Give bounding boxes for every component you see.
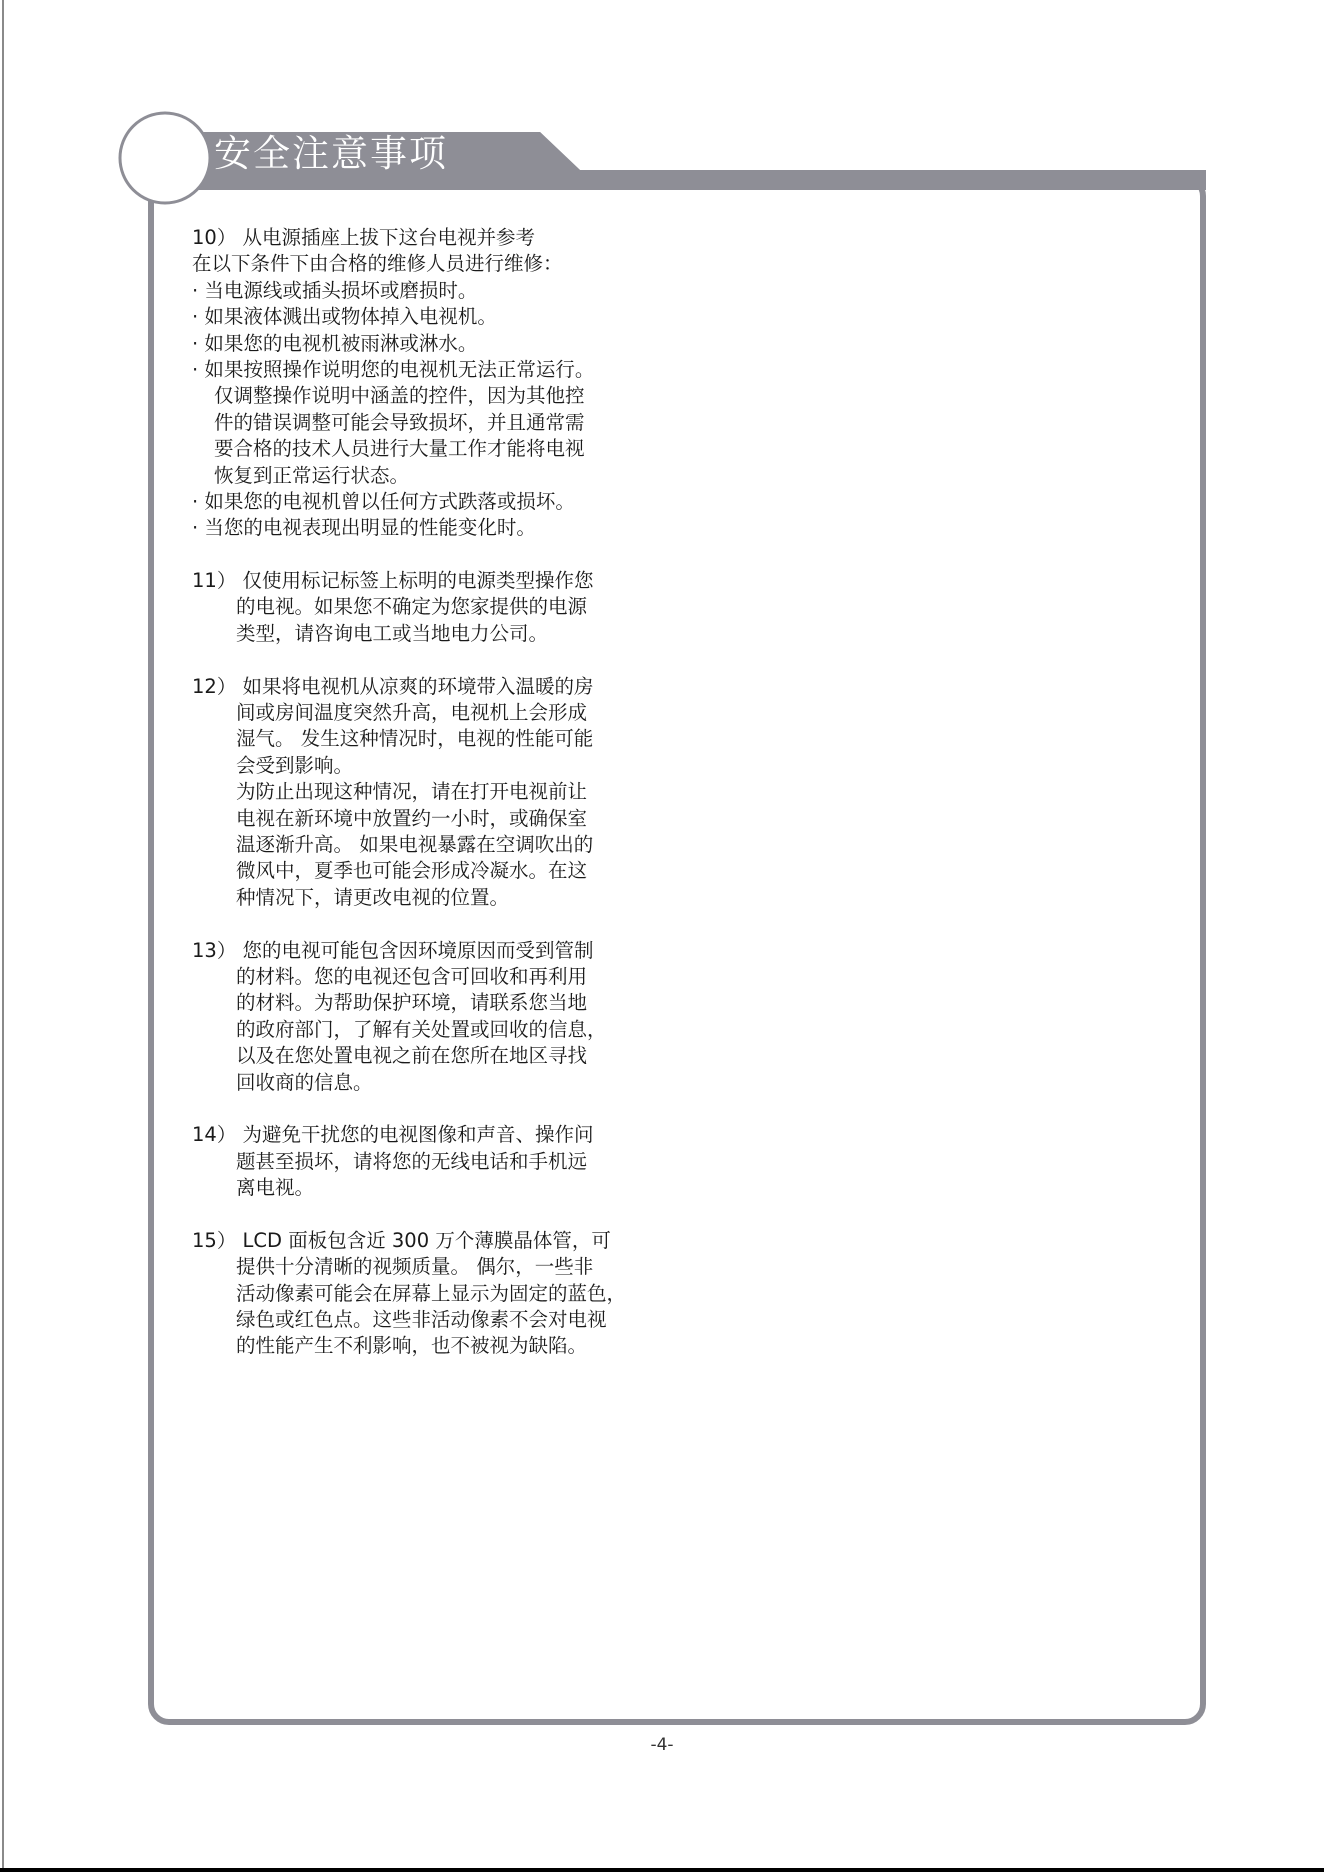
item-text-line: 间或房间温度突然升高，电视机上会形成: [236, 701, 588, 725]
item-text-line: 10） 从电源插座上拔下这台电视并参考: [192, 226, 536, 249]
bullet-continuation: 恢复到正常运行状态。: [214, 463, 410, 487]
bullet-item: · 如果液体溅出或物体掉入电视机。: [192, 305, 497, 329]
bullet-item: · 如果您的电视机被雨淋或淋水。: [192, 331, 478, 355]
page-number: -4-: [650, 1735, 674, 1755]
bullet-item: · 如果您的电视机曾以任何方式跌落或损坏。: [192, 489, 575, 513]
item-text-line: 类型，请咨询电工或当地电力公司。: [236, 621, 549, 645]
item-text-line: 题甚至损坏，请将您的无线电话和手机远: [236, 1149, 588, 1173]
item-text-line: 种情况下，请更改电视的位置。: [236, 885, 510, 909]
item-text-line: 的电视。如果您不确定为您家提供的电源: [236, 595, 588, 619]
item-text-line: 提供十分清晰的视频质量。 偶尔，一些非: [236, 1255, 594, 1279]
item-text-line: 15） LCD 面板包含近 300 万个薄膜晶体管，可: [192, 1228, 611, 1252]
item-text-line: 离电视。: [236, 1176, 315, 1200]
item-text-line: 活动像素可能会在屏幕上显示为固定的蓝色，: [236, 1281, 627, 1305]
item-spacer: [192, 542, 692, 568]
bottom-edge-rule: [0, 1868, 1324, 1872]
section-title: 安全注意事项: [214, 132, 448, 175]
item-text-line: 13） 您的电视可能包含因环境原因而受到管制: [192, 938, 594, 962]
item-text-line: 会受到影响。: [236, 753, 354, 777]
item-text-line: 的政府部门，了解有关处置或回收的信息，: [236, 1017, 607, 1041]
item-text-line: 回收商的信息。: [236, 1070, 373, 1094]
item-text-line: 温逐渐升高。 如果电视暴露在空调吹出的: [236, 832, 594, 856]
bullet-continuation: 仅调整操作说明中涵盖的控件，因为其他控: [214, 384, 585, 408]
safety-instructions-list: [192, 225, 692, 1360]
item-text-line: 在以下条件下由合格的维修人员进行维修：: [192, 252, 563, 276]
circle-badge-icon: [120, 113, 210, 203]
item-text-line: 11） 仅使用标记标签上标明的电源类型操作您: [192, 569, 594, 593]
item-text-line: 微风中，夏季也可能会形成冷凝水。在这: [236, 859, 588, 883]
bullet-item: · 当您的电视表现出明显的性能变化时。: [192, 516, 536, 540]
bullet-continuation: 件的错误调整可能会导致损坏，并且通常需: [214, 410, 585, 434]
item-spacer: [192, 911, 692, 937]
item-text-line: 的性能产生不利影响，也不被视为缺陷。: [236, 1334, 588, 1358]
bullet-continuation: 要合格的技术人员进行大量工作才能将电视: [214, 437, 585, 461]
item-text-line: 的材料。为帮助保护环境，请联系您当地: [236, 991, 588, 1015]
item-text-line: 14） 为避免干扰您的电视图像和声音、操作问: [192, 1123, 594, 1147]
item-text-line: 12） 如果将电视机从凉爽的环境带入温暖的房: [192, 674, 594, 698]
item-spacer: [192, 647, 692, 673]
item-spacer: [192, 1201, 692, 1227]
item-text-line: 为防止出现这种情况，请在打开电视前让: [236, 780, 588, 804]
item-text-line: 绿色或红色点。这些非活动像素不会对电视: [236, 1308, 607, 1332]
item-text-line: 湿气。 发生这种情况时，电视的性能可能: [236, 727, 594, 751]
item-text-line: 电视在新环境中放置约一小时，或确保室: [236, 806, 588, 830]
item-spacer: [192, 1096, 692, 1122]
bullet-item: · 如果按照操作说明您的电视机无法正常运行。: [192, 357, 595, 381]
bullet-item: · 当电源线或插头损坏或磨损时。: [192, 278, 478, 302]
item-text-line: 的材料。您的电视还包含可回收和再利用: [236, 964, 588, 988]
item-text-line: 以及在您处置电视之前在您所在地区寻找: [236, 1044, 588, 1068]
